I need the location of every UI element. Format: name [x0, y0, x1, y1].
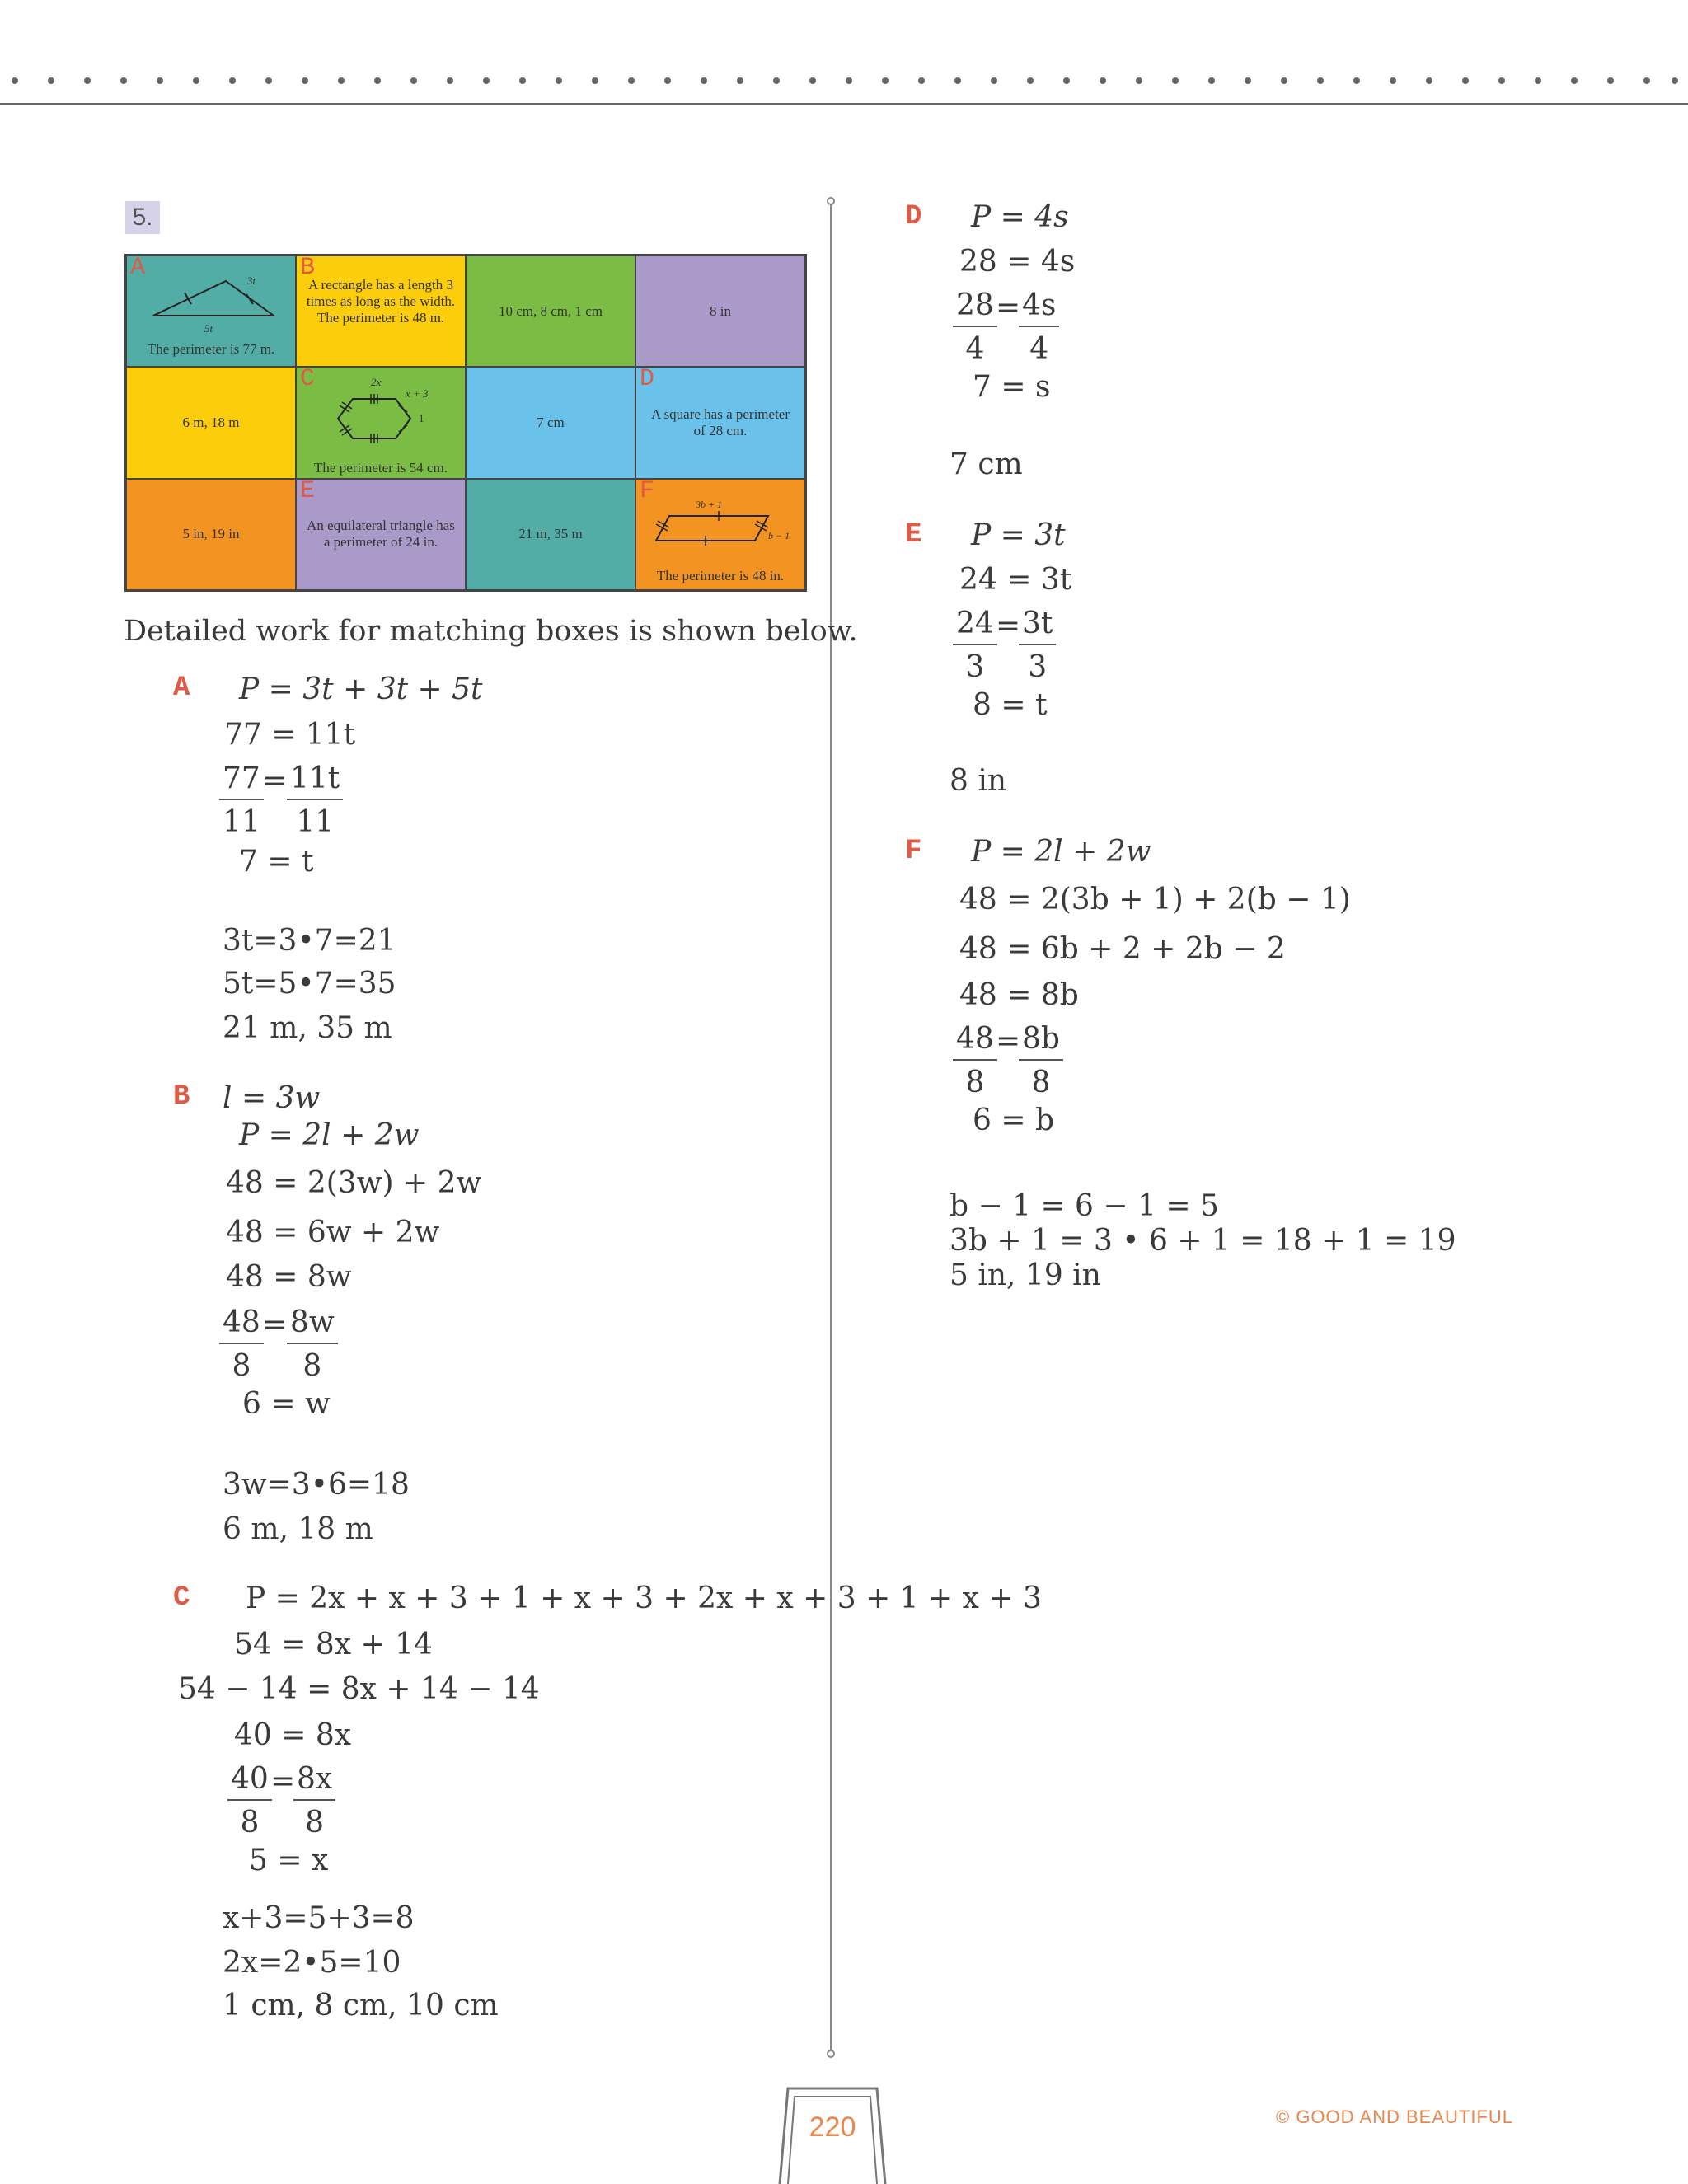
answer-box: [635, 255, 805, 367]
equation: 28 = 4s: [959, 245, 1076, 279]
denominator: 11: [223, 805, 260, 839]
equation: 3b + 1 = 3 • 6 + 1 = 18 + 1 = 19: [950, 1224, 1456, 1258]
fraction-left: [219, 1305, 264, 1383]
answer-text: 10 cm, 8 cm, 1 cm: [498, 302, 603, 319]
answer-text: 7 cm: [537, 414, 565, 430]
fraction-left: [953, 1022, 997, 1099]
equation: 54 − 14 = 8x + 14 − 14: [178, 1672, 540, 1706]
equals-sign: =: [262, 1308, 288, 1342]
equation: P = 2l + 2w: [239, 1118, 420, 1152]
side-label: 3t: [247, 274, 256, 287]
right-label: 1: [419, 412, 424, 425]
fraction-right: [287, 1305, 338, 1383]
dotted-header-border: [0, 66, 1688, 115]
answer: 1 cm, 8 cm, 10 cm: [223, 1989, 499, 2022]
equation: 3w=3•6=18: [223, 1468, 410, 1502]
numerator: 48: [219, 1305, 264, 1344]
box-letter: A: [130, 254, 146, 282]
equation: 8 = t: [973, 688, 1048, 722]
numerator: 8b: [1019, 1022, 1063, 1061]
equation: l = 3w: [223, 1081, 321, 1115]
answer: 21 m, 35 m: [223, 1011, 392, 1045]
top-label: 2x: [371, 376, 382, 389]
triangle-figure: [143, 268, 284, 326]
equation: 48 = 8w: [226, 1260, 352, 1294]
box-letter: C: [300, 365, 316, 394]
fraction-right: [1019, 607, 1056, 684]
answer-box: [466, 479, 635, 590]
equation: P = 3t: [971, 518, 1066, 552]
box-d: [635, 367, 805, 478]
copyright: © GOOD AND BEAUTIFUL: [1276, 2107, 1514, 2127]
equation: 5 = x: [249, 1844, 329, 1877]
answer-text: 21 m, 35 m: [518, 526, 583, 542]
side-label: b − 1: [768, 529, 790, 541]
equation: x+3=5+3=8: [223, 1901, 415, 1935]
denominator: 11: [296, 805, 335, 839]
equation: P = 3t + 3t + 5t: [239, 673, 483, 706]
equals-sign: =: [996, 609, 1021, 643]
equation: 77 = 11t: [224, 718, 356, 752]
work-label-d: D: [905, 201, 922, 232]
side-label: x + 3: [406, 387, 429, 401]
answer: 6 m, 18 m: [223, 1512, 373, 1546]
fraction-right: [1019, 288, 1059, 366]
box-e: [296, 476, 466, 590]
equation: 7 = t: [239, 845, 314, 879]
fraction-left: [953, 607, 997, 684]
answer: 5 in, 19 in: [950, 1258, 1101, 1292]
answer-box: [466, 367, 635, 478]
equation: 48 = 6b + 2 + 2b − 2: [959, 932, 1286, 966]
equation: 7 = s: [973, 370, 1051, 404]
answer: 7 cm: [950, 448, 1023, 481]
equation: 40 = 8x: [234, 1718, 352, 1752]
box-c: [296, 367, 466, 478]
numerator: 40: [227, 1762, 272, 1801]
box-letter: B: [300, 254, 316, 282]
equation: b − 1 = 6 − 1 = 5: [950, 1189, 1219, 1223]
box-f-caption: The perimeter is 48 in.: [656, 567, 785, 583]
answer-text: 6 m, 18 m: [182, 414, 240, 430]
parallelogram-figure: [645, 509, 785, 551]
denominator: 8: [305, 1806, 325, 1840]
equation: 54 = 8x + 14: [234, 1628, 433, 1661]
answer: 8 in: [950, 764, 1007, 798]
fraction-left: [953, 288, 997, 366]
equation: P = 2l + 2w: [971, 835, 1151, 869]
answer-box: [126, 479, 296, 590]
equation: 48 = 2(3b + 1) + 2(b − 1): [959, 883, 1351, 916]
box-a: [126, 255, 296, 367]
problem-number: 5.: [132, 204, 153, 231]
equation: P = 2x + x + 3 + 1 + x + 3 + 2x + x + 3 + 1 + x + 3: [246, 1582, 1042, 1615]
box-c-caption: The perimeter is 54 cm.: [314, 459, 448, 476]
box-e-text: An equilateral triangle has a perimeter of 24 in.: [307, 518, 455, 551]
box-d-text: A square has a perimeter of 28 cm.: [650, 405, 790, 438]
numerator: 24: [953, 607, 997, 645]
numerator: 77: [219, 762, 264, 800]
box-f: [635, 476, 805, 590]
numerator: 48: [953, 1022, 997, 1061]
column-divider: [824, 194, 837, 2060]
denominator: 8: [302, 1349, 322, 1383]
box-a-caption: The perimeter is 77 m.: [147, 341, 275, 358]
box-b: [296, 255, 466, 367]
equation: 3t=3•7=21: [223, 924, 396, 958]
fraction-left: [227, 1762, 272, 1840]
numerator: 4s: [1019, 288, 1059, 327]
denominator: 4: [965, 332, 985, 366]
answer-text: 5 in, 19 in: [182, 526, 240, 542]
fraction-right: [287, 762, 343, 839]
work-label-e: E: [905, 519, 922, 551]
denominator: 8: [1031, 1066, 1051, 1099]
numerator: 8w: [287, 1305, 338, 1344]
equals-sign: =: [262, 764, 288, 798]
fraction-right: [1019, 1022, 1063, 1099]
top-label: 3b + 1: [696, 498, 723, 510]
numerator: 28: [953, 288, 997, 327]
equation: 48 = 6w + 2w: [226, 1216, 440, 1249]
work-label-a: A: [173, 673, 190, 704]
work-label-f: F: [905, 836, 922, 867]
box-letter: D: [640, 365, 655, 394]
denominator: 3: [1028, 650, 1048, 684]
box-letter: E: [300, 476, 316, 505]
equation: 48 = 8b: [959, 978, 1079, 1012]
intro-text: Detailed work for matching boxes is shown below.: [124, 615, 858, 648]
problem-number-badge: [125, 201, 160, 234]
base-label: 5t: [204, 322, 213, 335]
equals-sign: =: [270, 1765, 296, 1798]
denominator: 8: [240, 1806, 260, 1840]
denominator: 8: [965, 1066, 985, 1099]
answer-box: [466, 255, 635, 367]
denominator: 8: [232, 1349, 251, 1383]
equation: 6 = b: [973, 1104, 1054, 1137]
equation: 48 = 2(3w) + 2w: [226, 1166, 482, 1200]
denominator: 4: [1029, 332, 1049, 366]
box-letter: F: [640, 476, 655, 505]
denominator: 3: [965, 650, 985, 684]
equation: 2x=2•5=10: [223, 1946, 401, 1980]
answer-text: 8 in: [710, 302, 731, 319]
work-label-c: C: [173, 1582, 190, 1614]
numerator: 3t: [1019, 607, 1056, 645]
equals-sign: =: [996, 291, 1021, 325]
fraction-right: [293, 1762, 335, 1840]
equation: 6 = w: [242, 1387, 331, 1421]
equation: P = 4s: [971, 200, 1069, 234]
page-number: 220: [809, 2111, 856, 2143]
answer-box: [126, 367, 296, 478]
equation: 24 = 3t: [959, 563, 1072, 597]
work-label-b: B: [173, 1081, 190, 1113]
box-b-text: A rectangle has a length 3 times as long as the width. The perimeter is 48 m.: [306, 276, 456, 326]
equation: 5t=5•7=35: [223, 967, 396, 1001]
numerator: 11t: [287, 762, 343, 800]
numerator: 8x: [293, 1762, 335, 1801]
matching-grid: [124, 254, 807, 592]
fraction-left: [219, 762, 264, 839]
equals-sign: =: [996, 1024, 1021, 1058]
